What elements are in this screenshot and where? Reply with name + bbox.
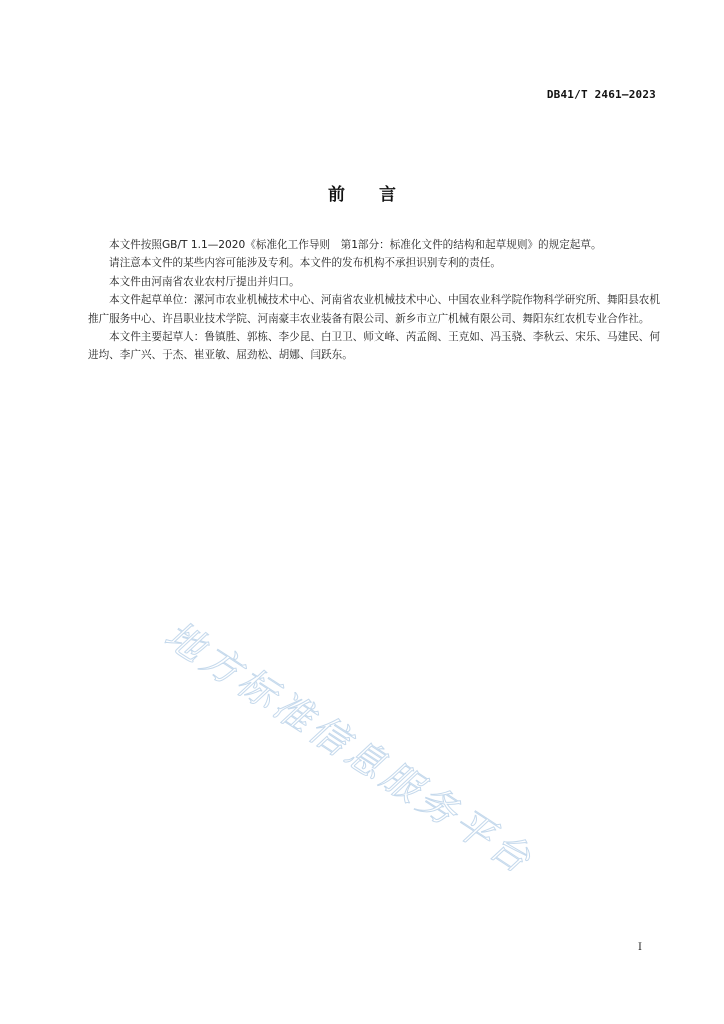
paragraph-proposer: 本文件由河南省农业农村厅提出并归口。: [109, 275, 300, 288]
title-char-1: 前: [328, 185, 345, 205]
paragraph-drafting-rules: 本文件按照GB/T 1.1—2020《标准化工作导则 第1部分：标准化文件的结构和起草规则》的规定起草。: [109, 239, 602, 251]
page-number: I: [638, 942, 642, 953]
paragraph-patent-notice: 请注意本文件的某些内容可能涉及专利。本文件的发布机构不承担识别专利的责任。: [109, 257, 501, 270]
foreword-body: [88, 236, 660, 365]
title-char-2: 言: [379, 185, 396, 205]
page-title: [0, 180, 724, 205]
document-code: DB41/T 2461—2023: [546, 88, 656, 101]
paragraph-drafting-units: 本文件起草单位：漯河市农业机械技术中心、河南省农业机械技术中心、中国农业科学院作物科学研究所、舞阳县农机推广服务中心、许昌职业技术学院、河南豪丰农业装备有限公司、新乡市立广机械有限公司、舞阳东红农机专业合作社。: [88, 294, 660, 325]
paragraph-drafters: 本文件主要起草人：鲁镇胜、郭栋、李少昆、白卫卫、师文峰、芮孟阁、王克如、冯玉骁、李秋云、宋乐、马建民、何进均、李广兴、于杰、崔亚敏、屈劲松、胡娜、闫跃东。: [88, 331, 660, 362]
watermark: 地方标准信息服务平台: [157, 612, 542, 884]
